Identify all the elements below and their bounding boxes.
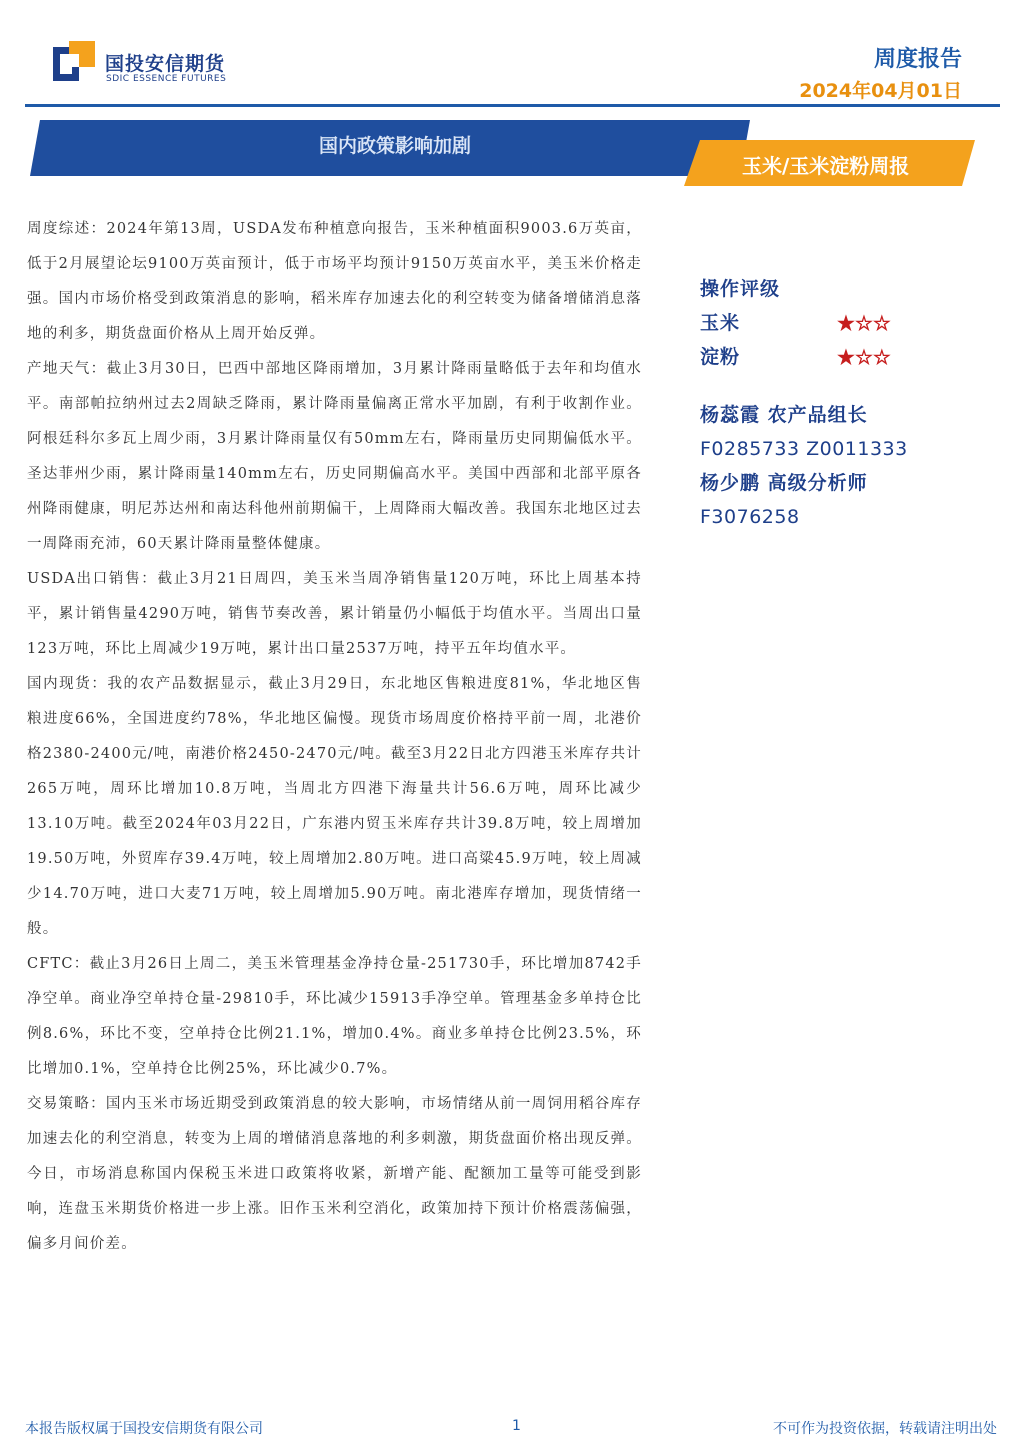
banner-subtitle: 玉米/玉米淀粉周报: [742, 154, 910, 178]
paragraph-cftc: CFTC：截止3月26日上周二，美玉米管理基金净持仓量-251730手，环比增加8742手净空单。商业净空单持仓量-29810手，环比减少15913手净空单。管理基金多单持仓比例8.6%，环比不变，空单持仓比例21.1%，增加0.4%。商业多单持仓比例23.5%，环比增加0.1%，空单持仓比例25%，环比减少0.7%。: [27, 956, 642, 1077]
page-number: 1: [512, 1418, 521, 1434]
star-empty-icon: ☆: [854, 345, 873, 369]
paragraph-strategy: 交易策略：国内玉米市场近期受到政策消息的较大影响，市场情绪从前一周饲用稻谷库存加速去化的利空消息，转变为上周的增储消息落地的利多刺激，期货盘面价格出现反弹。今日，市场消息称国内保税玉米进口政策将收紧，新增产能、配额加工量等可能受到影响，连盘玉米期货价格进一步上涨。旧作玉米利空消化，政策加持下预计价格震荡偏强，偏多月间价差。: [27, 1096, 642, 1252]
star-rating: [837, 342, 891, 372]
analyst-license: F0285733 Z0011333: [700, 438, 908, 460]
star-filled-icon: ★: [837, 345, 855, 369]
paragraph-weekly-summary: 周度综述：2024年第13周，USDA发布种植意向报告，玉米种植面积9003.6万英亩，低于2月展望论坛9100万英亩预计，低于市场平均预计9150万英亩水平，美玉米价格走强。国内市场价格受到政策消息的影响，稻米库存加速去化的利空转变为储备增储消息落地的利多，期货盘面价格从上周开始反弹。: [27, 221, 642, 342]
analyst-license: F3076258: [700, 506, 800, 528]
banner-title: 国内政策影响加剧: [318, 135, 471, 157]
paragraph-domestic-spot: 国内现货：我的农产品数据显示，截止3月29日，东北地区售粮进度81%，华北地区售粮进度66%，全国进度约78%，华北地区偏慢。现货市场周度价格持平前一周，北港价格2380-2400元/吨，南港价格2450-2470元/吨。截至3月22日北方四港玉米库存共计265万吨，周环比增加10.8万吨，当周北方四港下海量共计56.6万吨，周环比减少13.10万吨。截至2024年03月22日，广东港内贸玉米库存共计39.8万吨，较上周增加19.50万吨，外贸库存39.4万吨，较上周增加2.80万吨。进口高粱45.9万吨，较上周减少14.70万吨，进口大麦71万吨，较上周增加5.90万吨。南北港库存增加，现货情绪一般。: [27, 676, 642, 937]
footer-copyright: 本报告版权属于国投安信期货有限公司: [25, 1421, 263, 1437]
rating-row-corn: [700, 308, 940, 342]
star-rating: [837, 308, 891, 338]
paragraph-weather: 产地天气：截止3月30日，巴西中部地区降雨增加，3月累计降雨量略低于去年和均值水平。南部帕拉纳州过去2周缺乏降雨，累计降雨量偏离正常水平加剧，有利于收割作业。阿根廷科尔多瓦上周少雨，3月累计降雨量仅有50mm左右，降雨量历史同期偏低水平。圣达菲州少雨，累计降雨量140mm左右，历史同期偏高水平。美国中西部和北部平原各州降雨健康，明尼苏达州和南达科他州前期偏干，上周降雨大幅改善。我国东北地区过去一周降雨充沛，60天累计降雨量整体健康。: [27, 361, 642, 552]
analyst-name: 杨蕊霞 农产品组长: [700, 404, 868, 426]
footer-disclaimer: 不可作为投资依据，转载请注明出处: [773, 1421, 997, 1437]
star-empty-icon: ☆: [872, 345, 891, 369]
logo-text-cn: 国投安信期货: [105, 53, 226, 75]
header-divider: [25, 104, 1000, 107]
rating-label: 玉米: [700, 312, 741, 334]
star-filled-icon: ★: [837, 311, 855, 335]
rating-title: 操作评级: [700, 278, 781, 300]
star-empty-icon: ☆: [854, 311, 873, 335]
rating-row-starch: [700, 342, 940, 376]
report-type-title: 周度报告: [873, 47, 962, 72]
star-empty-icon: ☆: [872, 311, 891, 335]
logo-text-en: SDIC ESSENCE FUTURES: [106, 74, 227, 84]
rating-label: 淀粉: [700, 346, 741, 368]
company-logo-icon: [53, 41, 97, 85]
paragraph-usda-exports: USDA出口销售：截止3月21日周四，美玉米当周净销售量120万吨，环比上周基本持平，累计销售量4290万吨，销售节奏改善，累计销量仍小幅低于均值水平。当周出口量123万吨，环比上周减少19万吨，累计出口量2537万吨，持平五年均值水平。: [27, 571, 642, 657]
report-date: 2024年04月01日: [799, 80, 962, 102]
analyst-name: 杨少鹏 高级分析师: [700, 472, 868, 494]
company-logo: [53, 41, 233, 87]
sidebar: [700, 274, 940, 534]
report-body: [27, 212, 642, 1262]
